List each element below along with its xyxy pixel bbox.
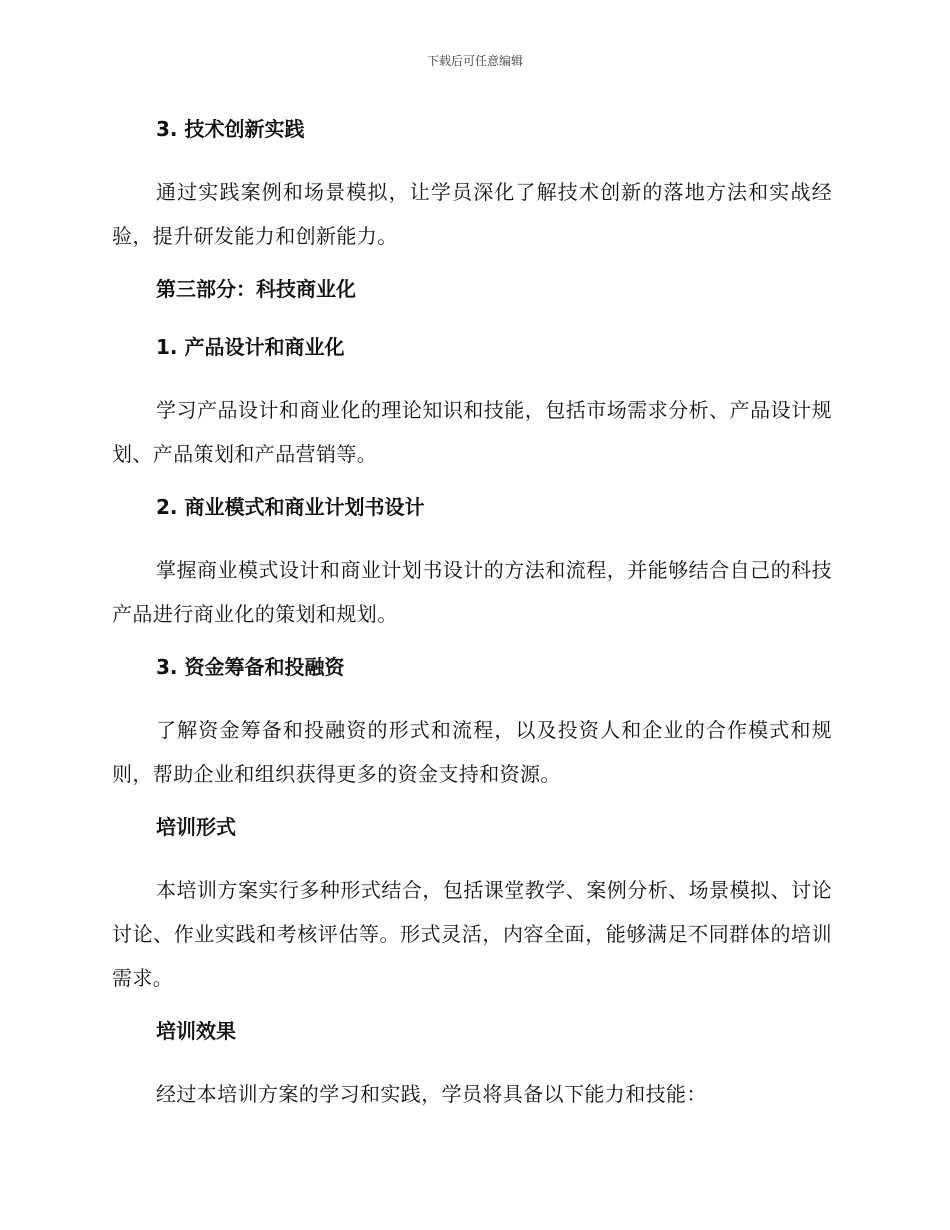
section-heading-business-model: 2. 商业模式和商业计划书设计 <box>156 495 425 519</box>
document-body <box>112 112 832 1130</box>
paragraph-training-effect: 经过本培训方案的学习和实践，学员将具备以下能力和技能： <box>156 1082 707 1106</box>
section-heading-training-effect: 培训效果 <box>156 1019 236 1043</box>
part-heading-commercialization: 第三部分：科技商业化 <box>156 277 356 301</box>
paragraph-financing: 了解资金筹备和投融资的形式和流程，以及投资人和企业的合作模式和规则，帮助企业和组织获得更多的资金支持和资源。 <box>112 718 832 786</box>
section-heading-training-format: 培训形式 <box>156 815 236 839</box>
header-note: 下载后可任意编辑 <box>426 54 523 68</box>
section-heading-product-design: 1. 产品设计和商业化 <box>156 335 345 359</box>
paragraph-product-design: 学习产品设计和商业化的理论知识和技能，包括市场需求分析、产品设计规划、产品策划和产品营销等。 <box>112 398 832 466</box>
paragraph-business-model: 掌握商业模式设计和商业计划书设计的方法和流程，并能够结合自己的科技产品进行商业化的策划和规划。 <box>112 558 832 626</box>
paragraph-tech-innovation-practice: 通过实践案例和场景模拟，让学员深化了解技术创新的落地方法和实战经验，提升研发能力和创新能力。 <box>112 180 832 248</box>
section-heading-financing: 3. 资金筹备和投融资 <box>156 655 345 679</box>
paragraph-training-format: 本培训方案实行多种形式结合，包括课堂教学、案例分析、场景模拟、讨论讨论、作业实践和考核评估等。形式灵活，内容全面，能够满足不同群体的培训需求。 <box>112 878 832 990</box>
section-heading-tech-innovation-practice: 3. 技术创新实践 <box>156 117 305 141</box>
